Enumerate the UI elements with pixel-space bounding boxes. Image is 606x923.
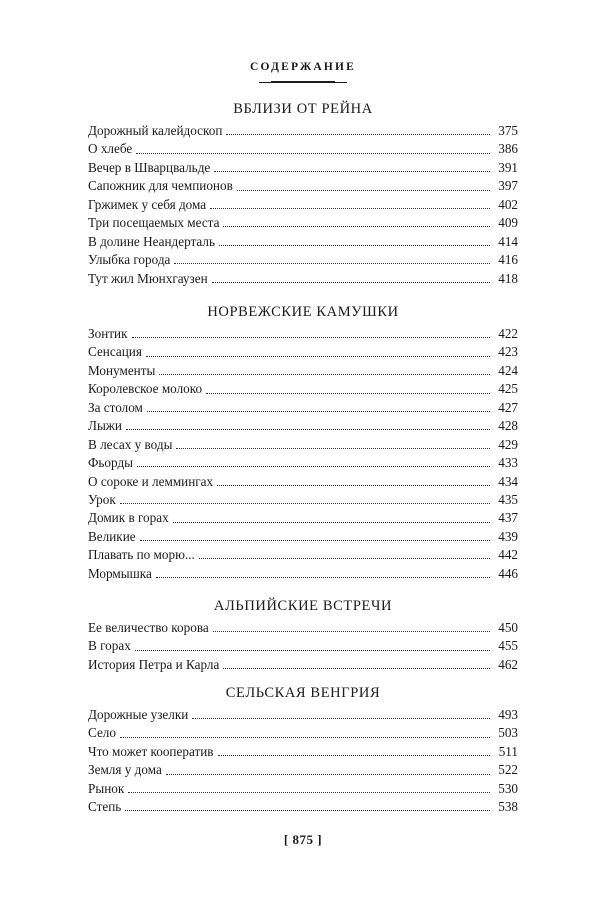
entry-title: Три посещаемых места xyxy=(88,215,220,231)
entry-page-number: 414 xyxy=(498,233,518,249)
entry-page-number: 455 xyxy=(498,638,518,654)
entry-title: В лесах у воды xyxy=(88,436,173,452)
dot-leader xyxy=(135,639,490,651)
dot-leader xyxy=(214,160,490,172)
entry-page-number: 416 xyxy=(498,252,518,268)
dot-leader xyxy=(120,726,490,738)
dot-leader xyxy=(212,271,490,283)
toc-entry xyxy=(88,743,518,761)
entry-title: Королевское молоко xyxy=(88,381,203,397)
entry-title: Сенсация xyxy=(88,344,142,360)
toc-entry xyxy=(88,546,518,564)
entry-title: Степь xyxy=(88,799,122,815)
dot-leader xyxy=(125,799,490,811)
entry-page-number: 437 xyxy=(498,510,518,526)
dot-leader xyxy=(174,252,490,264)
entry-page-number: 530 xyxy=(498,780,518,796)
entry-title: Улыбка города xyxy=(88,252,171,268)
toc-entry xyxy=(88,761,518,779)
toc-entry xyxy=(88,565,518,583)
dot-leader xyxy=(147,400,490,412)
dot-leader xyxy=(218,744,491,756)
entry-page-number: 435 xyxy=(498,491,518,507)
entry-page-number: 439 xyxy=(498,528,518,544)
toc-entry xyxy=(88,325,518,343)
toc-entry xyxy=(88,528,518,546)
toc-entry xyxy=(88,724,518,742)
section-title: АЛЬПИЙСКИЕ ВСТРЕЧИ xyxy=(213,598,393,614)
entry-page-number: 522 xyxy=(498,762,518,778)
entry-title: Вечер в Шварцвальде xyxy=(88,159,211,175)
toc-entry xyxy=(88,619,518,637)
dot-leader xyxy=(156,566,490,578)
toc-section xyxy=(88,301,518,583)
entry-page-number: 434 xyxy=(498,473,518,489)
entry-page-number: 402 xyxy=(498,196,518,212)
entry-title: Зонтик xyxy=(88,326,128,341)
toc-entry xyxy=(88,473,518,491)
toc-section xyxy=(88,595,518,674)
entry-page-number: 428 xyxy=(498,418,518,434)
dot-leader xyxy=(146,345,490,357)
toc-entry xyxy=(88,380,518,398)
entry-title: Домик в горах xyxy=(88,510,169,526)
toc-entry xyxy=(88,159,518,177)
entry-page-number: 422 xyxy=(498,326,518,341)
dot-leader xyxy=(213,620,490,632)
dot-leader xyxy=(126,418,490,430)
dot-leader xyxy=(223,657,490,669)
toc-entry xyxy=(88,436,518,454)
entry-page-number: 538 xyxy=(498,799,518,815)
entry-page-number: 429 xyxy=(498,436,518,452)
entry-page-number: 409 xyxy=(498,215,518,231)
entry-title: Гржимек у себя дома xyxy=(88,196,207,212)
toc-entry xyxy=(88,706,518,724)
entry-page-number: 424 xyxy=(498,362,518,378)
page-footer xyxy=(0,832,606,848)
toc-entry xyxy=(88,417,518,435)
entry-title: Дорожные узелки xyxy=(88,707,189,722)
rule-thick-line xyxy=(271,81,335,83)
entry-page-number: 493 xyxy=(498,707,518,722)
entry-title: Сапожник для чемпионов xyxy=(88,178,233,194)
toc-entry xyxy=(88,196,518,214)
entry-title: Мормышка xyxy=(88,565,152,581)
entry-page-number: 427 xyxy=(498,399,518,415)
entry-page-number: 446 xyxy=(498,565,518,581)
entry-title: Плавать по морю... xyxy=(88,547,195,563)
entry-title: Рынок xyxy=(88,780,125,796)
running-head-rule xyxy=(259,81,347,84)
toc-entry xyxy=(88,656,518,674)
page-number: 875 xyxy=(292,832,314,847)
entry-title: В долине Неандерталь xyxy=(88,233,215,249)
dot-leader xyxy=(120,492,490,504)
entry-title: Земля у дома xyxy=(88,762,162,778)
toc-entry xyxy=(88,491,518,509)
entry-title: О хлебе xyxy=(88,141,133,157)
dot-leader xyxy=(219,234,490,246)
dot-leader xyxy=(192,707,490,719)
entry-title: Село xyxy=(88,725,116,741)
dot-leader xyxy=(176,437,490,449)
toc-entry xyxy=(88,343,518,361)
section-title: НОРВЕЖСКИЕ КАМУШКИ xyxy=(207,304,399,320)
dot-leader xyxy=(223,215,490,227)
toc-entry xyxy=(88,177,518,195)
entry-page-number: 397 xyxy=(498,178,518,194)
footer-bracket-right: ] xyxy=(317,832,323,847)
entry-title: Ее величество корова xyxy=(88,620,209,635)
dot-leader xyxy=(226,123,490,135)
running-head: СОДЕРЖАНИЕ xyxy=(249,61,357,73)
entry-title: Дорожный калейдоскоп xyxy=(88,123,223,138)
entry-page-number: 391 xyxy=(498,159,518,175)
toc-entry xyxy=(88,270,518,288)
entry-page-number: 375 xyxy=(498,123,518,138)
entry-title: Что может кооператив xyxy=(88,743,214,759)
toc-entry xyxy=(88,214,518,232)
toc-section xyxy=(88,682,518,817)
toc-entry xyxy=(88,454,518,472)
toc-entry xyxy=(88,122,518,140)
entry-title: О сороке и леммингах xyxy=(88,473,214,489)
dot-leader xyxy=(140,529,490,541)
entry-title: За столом xyxy=(88,399,143,415)
dot-leader xyxy=(166,763,490,775)
dot-leader xyxy=(132,326,491,338)
entry-page-number: 511 xyxy=(498,743,518,759)
dot-leader xyxy=(217,474,490,486)
toc-entry xyxy=(88,251,518,269)
entry-title: В горах xyxy=(88,638,131,654)
toc-section xyxy=(88,98,518,288)
entry-page-number: 386 xyxy=(498,141,518,157)
dot-leader xyxy=(136,142,490,154)
entry-title: Монументы xyxy=(88,362,156,378)
toc-entry xyxy=(88,140,518,158)
entry-page-number: 442 xyxy=(498,547,518,563)
entry-page-number: 425 xyxy=(498,381,518,397)
entry-page-number: 433 xyxy=(498,455,518,471)
dot-leader xyxy=(173,511,490,523)
entry-page-number: 418 xyxy=(498,270,518,286)
entry-title: История Петра и Карла xyxy=(88,656,220,672)
toc-entry xyxy=(88,509,518,527)
entry-page-number: 462 xyxy=(498,656,518,672)
entry-title: Лыжи xyxy=(88,418,122,434)
entry-page-number: 450 xyxy=(498,620,518,635)
toc-entry xyxy=(88,780,518,798)
footer-bracket-left: [ xyxy=(283,832,289,847)
dot-leader xyxy=(199,547,490,559)
dot-leader xyxy=(206,382,490,394)
toc-entry xyxy=(88,637,518,655)
section-title: ВБЛИЗИ ОТ РЕЙНА xyxy=(233,101,373,117)
entry-title: Великие xyxy=(88,528,136,544)
dot-leader xyxy=(137,455,490,467)
dot-leader xyxy=(128,781,490,793)
toc-entry xyxy=(88,362,518,380)
toc-entry xyxy=(88,399,518,417)
entry-title: Урок xyxy=(88,491,116,507)
dot-leader xyxy=(237,179,490,191)
toc-entry xyxy=(88,233,518,251)
toc-entry xyxy=(88,798,518,816)
entry-title: Тут жил Мюнхгаузен xyxy=(88,270,208,286)
entry-page-number: 503 xyxy=(498,725,518,741)
section-title: СЕЛЬСКАЯ ВЕНГРИЯ xyxy=(225,685,381,701)
dot-leader xyxy=(210,197,490,209)
entry-page-number: 423 xyxy=(498,344,518,360)
entry-title: Фьорды xyxy=(88,455,134,471)
dot-leader xyxy=(159,363,490,375)
